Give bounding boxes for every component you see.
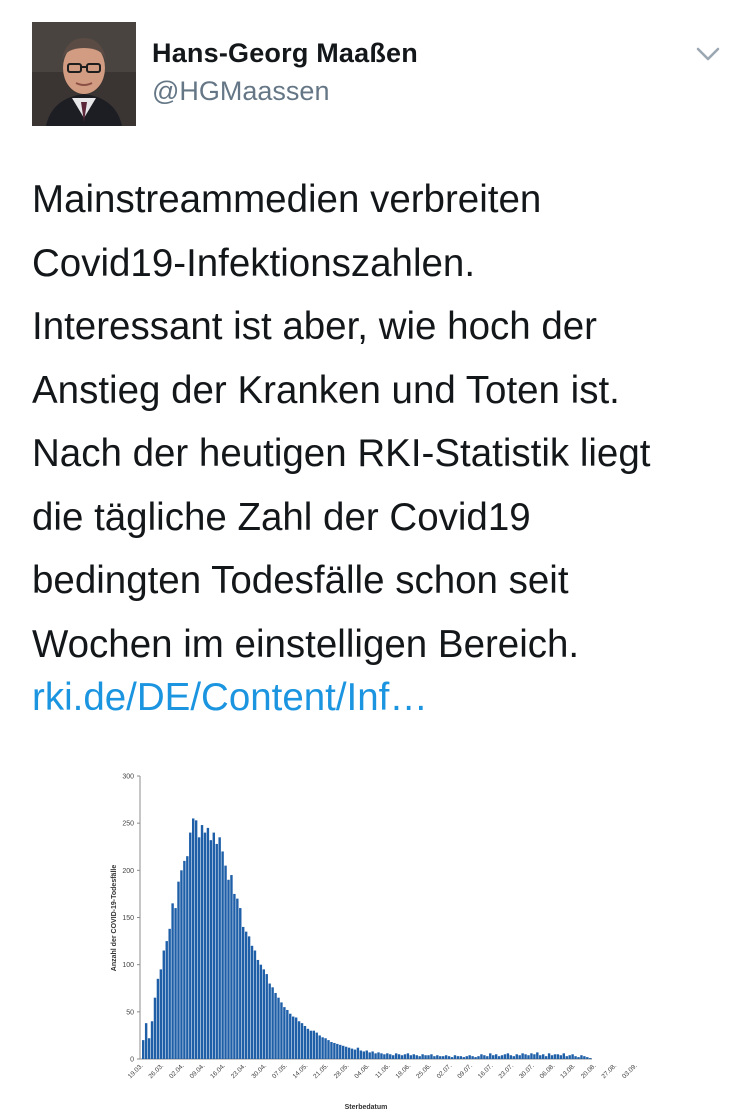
- chart-bar: [557, 1054, 559, 1059]
- chart-bar: [145, 1023, 147, 1059]
- profile-photo-icon: [32, 22, 136, 126]
- chart-bar: [389, 1054, 391, 1059]
- chart-bar: [163, 951, 165, 1059]
- y-tick-label: 100: [122, 962, 134, 970]
- chart-bar: [218, 837, 220, 1059]
- chart-bar: [307, 1029, 309, 1059]
- chart-bar: [533, 1054, 535, 1059]
- chart-bar: [392, 1055, 394, 1059]
- x-tick-label: 06.08.: [538, 1062, 557, 1081]
- chart-bar: [227, 880, 229, 1059]
- chart-bar: [327, 1040, 329, 1059]
- chart-bar: [492, 1055, 494, 1059]
- tweet-text-line: die tägliche Zahl der Covid19: [32, 495, 531, 539]
- chart-bar: [457, 1056, 459, 1059]
- chart-bar: [401, 1055, 403, 1059]
- chart-bar: [289, 1014, 291, 1059]
- chart-bar: [204, 833, 206, 1059]
- chart-bar: [366, 1051, 368, 1059]
- chart-bar: [442, 1056, 444, 1059]
- chart-bar: [277, 998, 279, 1059]
- chart-bar: [498, 1056, 500, 1059]
- chart-bar: [486, 1056, 488, 1059]
- chart-bar: [445, 1055, 447, 1059]
- chart-bar: [210, 840, 212, 1059]
- chart-bar: [166, 941, 168, 1059]
- chart-bar: [513, 1056, 515, 1059]
- chart-bar: [371, 1051, 373, 1059]
- chart-bar: [189, 833, 191, 1059]
- y-axis-label: Anzahl der COVID-19-Todesfälle: [111, 864, 118, 972]
- chart-bar: [301, 1023, 303, 1059]
- chart-bar: [313, 1031, 315, 1059]
- chart-bar: [410, 1055, 412, 1059]
- x-tick-label: 11.06.: [374, 1062, 392, 1080]
- chart-bar: [418, 1056, 420, 1059]
- chart-bar: [583, 1056, 585, 1059]
- chart-bar: [495, 1054, 497, 1059]
- x-tick-label: 23.07.: [497, 1062, 516, 1081]
- tweet-link[interactable]: rki.de/DE/Content/Inf…: [32, 676, 428, 719]
- chart-bar: [548, 1053, 550, 1059]
- chevron-down-icon[interactable]: [694, 40, 722, 68]
- tweet-text-line: Wochen im einstelligen Bereich.: [32, 622, 580, 666]
- chart-bar: [483, 1055, 485, 1059]
- chart-bar: [454, 1055, 456, 1059]
- x-tick-label: 23.04.: [229, 1062, 248, 1081]
- chart-bar: [477, 1056, 479, 1059]
- chart-bar: [563, 1053, 565, 1059]
- chart-bar: [148, 1038, 150, 1059]
- chart-bar: [530, 1053, 532, 1059]
- chart-bar: [395, 1053, 397, 1059]
- chart-bar: [239, 908, 241, 1059]
- chart-bar: [354, 1050, 356, 1059]
- chart-bar: [221, 851, 223, 1059]
- chart-bar: [201, 825, 203, 1059]
- chart-bar: [501, 1055, 503, 1059]
- chart-bar: [413, 1054, 415, 1059]
- chart-bar: [345, 1047, 347, 1059]
- chart-bar: [542, 1054, 544, 1059]
- chart-bar: [271, 987, 273, 1059]
- chart-bar: [260, 965, 262, 1059]
- x-tick-label: 16.07.: [476, 1062, 495, 1081]
- chart-bar: [560, 1055, 562, 1059]
- chart-bar: [571, 1054, 573, 1059]
- chart-bar: [230, 875, 232, 1059]
- tweet-text-line: Mainstreammedien verbreiten: [32, 178, 542, 221]
- x-tick-label: 03.09.: [621, 1062, 639, 1081]
- chart-bar: [151, 1021, 153, 1059]
- chart-bar: [171, 903, 173, 1059]
- x-tick-label: 04.06.: [353, 1062, 372, 1081]
- chart-bar: [580, 1055, 582, 1059]
- chart-bar: [160, 969, 162, 1059]
- chart-bar: [298, 1021, 300, 1059]
- chart-bar: [254, 951, 256, 1059]
- chart-bar: [466, 1056, 468, 1059]
- avatar[interactable]: [32, 22, 136, 126]
- chart-bar: [266, 974, 268, 1059]
- chart-bar: [521, 1053, 523, 1059]
- chart-bar: [310, 1031, 312, 1059]
- tweet-text: [32, 168, 722, 676]
- chart-bar: [263, 969, 265, 1059]
- chart-bar: [251, 946, 253, 1059]
- chart-bar: [433, 1056, 435, 1059]
- chart-bar: [233, 894, 235, 1059]
- chart-bar: [524, 1054, 526, 1059]
- chart-bar: [577, 1057, 579, 1059]
- chart-bar: [363, 1051, 365, 1059]
- chart-bar: [224, 866, 226, 1059]
- x-tick-label: 19.03.: [126, 1062, 145, 1081]
- chart-bar: [248, 936, 250, 1059]
- chart-bar: [516, 1054, 518, 1059]
- chart-bar: [545, 1056, 547, 1059]
- chart-bar: [504, 1054, 506, 1059]
- chart-bar: [339, 1045, 341, 1059]
- chart-bar: [448, 1056, 450, 1059]
- x-tick-label: 18.06.: [394, 1062, 413, 1081]
- chart-bar: [295, 1017, 297, 1059]
- chart-bar: [180, 870, 182, 1059]
- chart-bar: [404, 1054, 406, 1059]
- chart-bar: [568, 1055, 570, 1059]
- chart-bar: [192, 818, 194, 1059]
- chart-bar: [186, 856, 188, 1059]
- chart-bar: [489, 1053, 491, 1059]
- chart-bar: [198, 837, 200, 1059]
- chart-bar: [460, 1056, 462, 1059]
- chart-bar: [330, 1042, 332, 1059]
- chart-bar: [242, 927, 244, 1059]
- chart-bar: [551, 1055, 553, 1059]
- chart-bar: [589, 1058, 591, 1059]
- chart-bar: [536, 1052, 538, 1059]
- chart-bar: [436, 1055, 438, 1059]
- chart-bar: [383, 1054, 385, 1059]
- y-tick-label: 50: [126, 1009, 134, 1017]
- chart-bar: [157, 979, 159, 1059]
- chart-bar: [374, 1053, 376, 1059]
- chart-bar: [471, 1056, 473, 1059]
- chart-bar: [142, 1040, 144, 1059]
- chart-bar: [439, 1056, 441, 1059]
- chart-bar: [274, 993, 276, 1059]
- chart-bar: [216, 844, 218, 1059]
- chart-bar: [318, 1035, 320, 1059]
- author-name[interactable]: Hans-Georg Maaßen: [152, 38, 418, 68]
- chart-bar: [321, 1037, 323, 1059]
- chart-bar: [427, 1055, 429, 1059]
- chart-bar: [213, 833, 215, 1059]
- chart-bar: [507, 1053, 509, 1059]
- chart-bar: [304, 1026, 306, 1059]
- chart-bar: [424, 1055, 426, 1059]
- chart-bar: [398, 1054, 400, 1059]
- chart-bar: [348, 1048, 350, 1059]
- chart-bar: [292, 1017, 294, 1059]
- x-tick-label: 16.04.: [209, 1062, 227, 1081]
- chart-bar: [451, 1057, 453, 1059]
- tweet-text-line: Nach der heutigen RKI-Statistik liegt: [32, 432, 651, 475]
- chart-bar: [463, 1057, 465, 1059]
- x-tick-label: 07.05.: [271, 1062, 289, 1081]
- chart-bar: [257, 960, 259, 1059]
- chart-bar: [207, 828, 209, 1059]
- chart-bar: [386, 1053, 388, 1059]
- chart-bar: [574, 1056, 576, 1059]
- chart-bar: [174, 908, 176, 1059]
- tweet-text-line: bedingten Todesfälle schon seit: [32, 559, 569, 602]
- chart-bar: [586, 1057, 588, 1059]
- chart-bar: [357, 1048, 359, 1059]
- chart-bar: [342, 1046, 344, 1059]
- deaths-bar-chart: [100, 760, 639, 1112]
- y-tick-label: 150: [122, 915, 134, 922]
- x-tick-label: 02.04.: [168, 1062, 186, 1081]
- chart-bar: [280, 1002, 282, 1059]
- chart-bar: [430, 1054, 432, 1059]
- chart-bar: [377, 1052, 379, 1059]
- chart-bar: [527, 1055, 529, 1059]
- chart-bar: [518, 1055, 520, 1059]
- tweet-text-line: Anstieg der Kranken und Toten ist.: [32, 368, 620, 412]
- x-tick-label: 02.07.: [435, 1062, 454, 1081]
- x-tick-label: 25.06.: [415, 1062, 433, 1081]
- y-tick-label: 250: [122, 820, 134, 828]
- x-tick-label: 28.05.: [332, 1062, 351, 1081]
- chart-bar: [324, 1038, 326, 1059]
- chart-bar: [168, 929, 170, 1059]
- chart-bar: [183, 861, 185, 1059]
- author-handle[interactable]: @HGMaassen: [152, 76, 330, 106]
- chart-bar: [360, 1051, 362, 1059]
- chart-bar: [268, 984, 270, 1059]
- chart-bar: [351, 1049, 353, 1059]
- x-axis-label: Sterbedatum: [344, 1104, 388, 1111]
- x-tick-label: 30.04.: [250, 1062, 269, 1081]
- x-tick-label: 20.08.: [579, 1062, 598, 1081]
- chart-bar: [195, 820, 197, 1059]
- y-tick-label: 0: [130, 1056, 134, 1064]
- tweet-text-line: Interessant ist aber, wie hoch der: [32, 305, 597, 348]
- chart-bar: [245, 932, 247, 1059]
- x-tick-label: 14.05.: [291, 1062, 310, 1081]
- chart-bar: [480, 1054, 482, 1059]
- chart-bar: [416, 1055, 418, 1059]
- chart-bar: [554, 1054, 556, 1059]
- y-tick-label: 300: [122, 773, 134, 781]
- x-tick-label: 21.05.: [312, 1062, 330, 1081]
- y-tick-label: 200: [122, 867, 134, 875]
- chart-bar: [539, 1055, 541, 1059]
- chart-bar: [510, 1055, 512, 1059]
- x-tick-label: 09.07.: [456, 1062, 475, 1081]
- x-tick-label: 13.08.: [559, 1062, 577, 1081]
- x-tick-label: 27.08.: [600, 1062, 619, 1081]
- tweet-text-line: Covid19-Infektionszahlen.: [32, 241, 476, 285]
- chart-bar: [286, 1010, 288, 1059]
- chart-bar: [566, 1056, 568, 1059]
- x-tick-label: 09.04.: [188, 1062, 207, 1081]
- chart-bar: [474, 1057, 476, 1059]
- chart-bar: [333, 1043, 335, 1059]
- chart-bar: [421, 1054, 423, 1059]
- chart-bar: [316, 1033, 318, 1059]
- chart-bar: [380, 1053, 382, 1059]
- chart-bar: [368, 1052, 370, 1059]
- chart-bar: [407, 1053, 409, 1059]
- x-tick-label: 26.03.: [147, 1062, 166, 1081]
- chart-bar: [236, 899, 238, 1059]
- chart-bar: [283, 1007, 285, 1059]
- chart-bar: [177, 882, 179, 1059]
- chart-bar: [336, 1044, 338, 1059]
- chart-bar: [468, 1055, 470, 1059]
- chart-bar: [154, 998, 156, 1059]
- x-tick-label: 30.07.: [518, 1062, 536, 1081]
